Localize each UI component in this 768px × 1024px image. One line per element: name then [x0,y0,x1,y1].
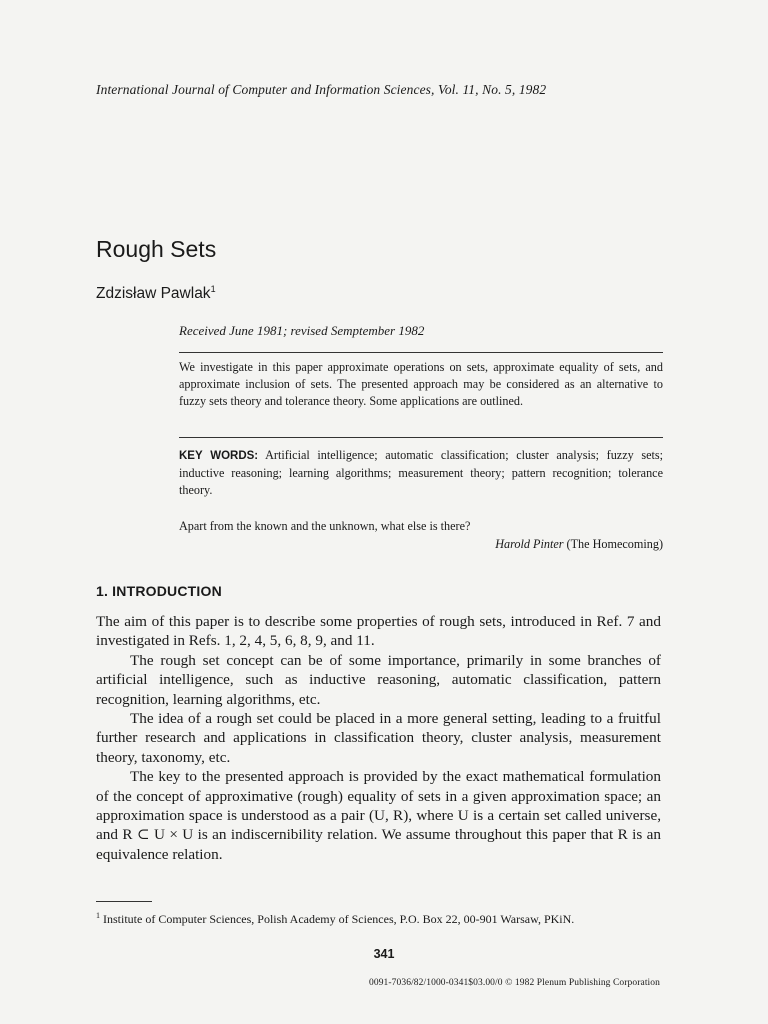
section-heading: 1. INTRODUCTION [96,583,222,599]
epigraph-source: (The Homecoming) [566,537,663,551]
author-footnote-mark: 1 [210,284,216,294]
abstract: We investigate in this paper approximate operations on sets, approximate equality of sets, and approximate inclusion of sets. The presented approach may be considered as an alternative to fuzzy sets theory and tolerance theory. Some applications are outlined. [179,360,663,408]
journal-header: International Journal of Computer and Information Sciences, Vol. 11, No. 5, 1982 [96,82,547,97]
copyright-line: 0091-7036/82/1000-0341$03.00/0 © 1982 Plenum Publishing Corporation [369,978,660,988]
paragraph: The idea of a rough set could be placed in a more general setting, leading to a fruitful further research and applications in classification theory, cluster analysis, measurement theory, taxonomy, etc. [96,710,661,766]
footnote [96,908,661,927]
author-name: Zdzisław Pawlak [96,285,211,303]
paragraph: The rough set concept can be of some importance, primarily in some branches of artificial intelligence, such as inductive reasoning, automatic classification, pattern recognition, learning algorithms, etc. [96,651,661,708]
epigraph-quote: Apart from the known and the unknown, what else is there? [179,519,471,533]
keywords-label: KEY WORDS: [179,450,259,462]
abstract-top-rule [179,352,663,353]
footnote-rule [96,901,152,902]
paragraph: The key to the presented approach is provided by the exact mathematical formulation of the concept of approximative (rough) equality of sets in a given approximation space; an approximation space is understood as a pair (U, R), where U is a certain set called universe, and R ⊂ U × U is an indiscernibility relation. We assume throughout this paper that R is an equivalence relation. [96,768,661,863]
page-number: 341 [373,947,395,961]
epigraph-attribution [179,535,663,553]
footnote-text: Institute of Computer Sciences, Polish Academy of Sciences, P.O. Box 22, 00-901 Warsaw, PKiN. [103,912,575,926]
footnote-mark: 1 [96,911,100,920]
paragraph: The aim of this paper is to describe some properties of rough sets, introduced in Ref. 7 and investigated in Refs. 1, 2, 4, 5, 6, 8, 9, and 11. [96,613,661,650]
keywords-text: Artificial intelligence; automatic classification; cluster analysis; fuzzy sets; inductive reasoning; learning algorithms; measurement theory; pattern recognition; tolerance theory. [179,448,664,497]
author-line [96,284,216,303]
epigraph [179,517,663,553]
epigraph-author: Harold Pinter [495,537,564,551]
abstract-bottom-rule [179,437,663,438]
keywords [179,447,663,499]
introduction-body [96,612,661,864]
received-date: Received June 1981; revised Semptember 1982 [179,323,425,338]
paper-title: Rough Sets [96,236,217,262]
